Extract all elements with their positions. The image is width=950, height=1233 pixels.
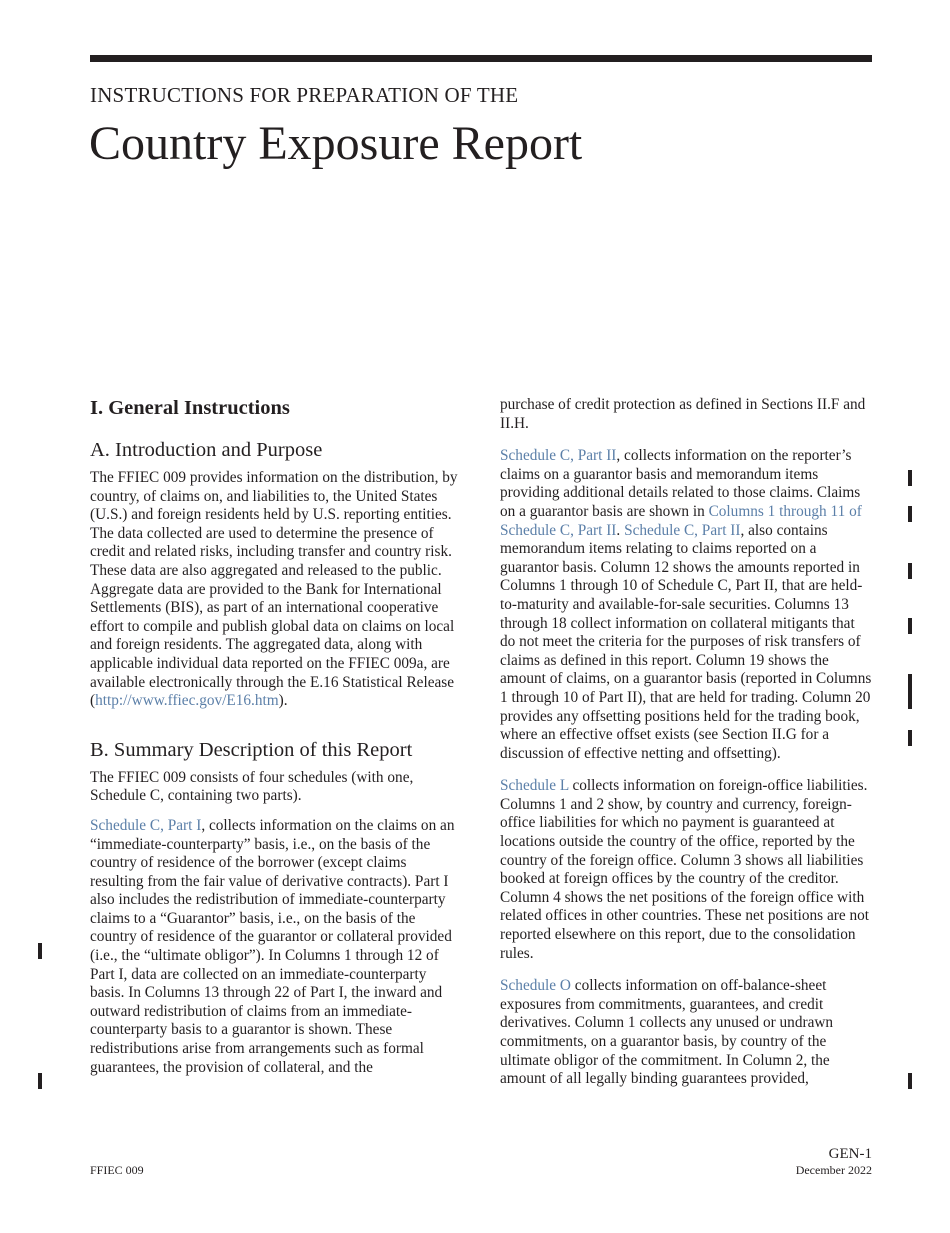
schedule-c-part-ii-text-3: , also contains memorandum items relating to claims reported on a guarantor basis. Column 12 shows the amounts reported in Columns 1 through 10 of Schedule C, Part II, that are held-to-maturity and available-for-sale securities. Columns 13 through 18 collect information on collateral mitigants that do not meet the criteria for the purposes of risk transfers of claims as defined in this report. Column 19 shows the amount of claims, on a guarantor basis (reported in Columns 1 through 10 of Part II), that are held for trading. Column 20 provides any offsetting positions held for the trading book, where an effective offset exists (see Section II.G for a discussion of effective netting and offsetting). — [500, 521, 872, 762]
header-rule — [90, 55, 872, 62]
columns-1-11-link[interactable]: Columns 1 through 11 of Schedule C, Part II — [500, 502, 862, 539]
summary-paragraph: The FFIEC 009 consists of four schedules (with one, Schedule C, containing two parts). — [90, 768, 414, 805]
schedule-l-link[interactable]: Schedule L — [500, 777, 569, 795]
schedule-c-part-ii-link-2[interactable]: Schedule C, Part II — [624, 521, 741, 539]
document-supertitle: INSTRUCTIONS FOR PREPARATION OF THE — [90, 83, 519, 107]
change-bar — [908, 470, 912, 486]
schedule-c-part-i-paragraph — [90, 817, 463, 1077]
e16-release-link[interactable]: http://www.ffiec.gov/E16.htm — [95, 692, 279, 710]
schedule-c-part-ii-text-1: , collects information on the reporter’s claims on a guarantor basis and memorandum items providing additional details related to those claims. Claims on a guarantor basis are shown in — [500, 447, 861, 520]
introduction-text-end: ). — [278, 692, 288, 710]
change-bar — [38, 1073, 42, 1089]
schedule-c-part-i-link[interactable]: Schedule C, Part I — [90, 816, 202, 834]
schedule-l-text: collects information on foreign-office liabilities. Columns 1 and 2 show, by country and currency, foreign-office liabilities for which no payment is guaranteed at locations outside the country of the office, reported by the country of the foreign office. Column 3 shows all liabilities booked at foreign offices by the country of the creditor. Column 4 shows the net positions of the foreign office with related offices in other countries. These net positions are not reported elsewhere on this report, due to the consolidation rules. — [500, 777, 869, 962]
schedule-o-link[interactable]: Schedule O — [500, 977, 571, 995]
right-column — [500, 396, 872, 1100]
change-bar — [908, 674, 912, 709]
change-bar — [908, 506, 912, 522]
left-column — [90, 395, 463, 1088]
schedule-l-paragraph — [500, 777, 872, 963]
change-bar — [908, 730, 912, 746]
change-bar — [908, 1073, 912, 1089]
schedule-c-part-ii-paragraph — [500, 447, 872, 763]
schedule-c-part-i-text: , collects information on the claims on an “immediate-counterparty” basis, i.e., on the basis of the country of residence of the borrower (except claims resulting from the fair value of derivative contracts). Part I also includes the redistribution of immediate-counterparty claims to a “Guarantor” basis, i.e., on the basis of the country of residence of the guarantor or collateral provided (i.e., the “ultimate obligor”). In Columns 1 through 12 of Part I, data are collected on an immediate-counterparty basis. In Columns 13 through 22 of Part I, the inward and outward redistribution of claims from an immediate-counterparty basis to a guarantor is shown. These redistributions arise from arrangements such as formal guarantees, the provision of collateral, and the — [90, 816, 455, 1076]
footer-form-id: FFIEC 009 — [90, 1163, 144, 1177]
document-title: Country Exposure Report — [89, 117, 583, 170]
continued-paragraph: purchase of credit protection as defined in Sections II.F and II.H. — [500, 396, 866, 432]
subsection-heading-introduction: A. Introduction and Purpose — [90, 439, 323, 461]
introduction-paragraph — [90, 469, 463, 711]
introduction-text: The FFIEC 009 provides information on the distribution, by country, of claims on, and liabilities to, the United States (U.S.) and foreign residents held by U.S. reporting entities. The data collected are used to determine the presence of credit and related risks, including transfer and country risk. These data are also aggregated and released to the public. Aggregate data are provided to the Bank for International Settlements (BIS), as part of an international cooperative effort to compile and publish global data on claims on local and foreign residents. The aggregated data, along with applicable individual data reported on the FFIEC 009a, are available electronically through the E.16 Statistical Release ( — [90, 469, 458, 710]
change-bar — [908, 563, 912, 579]
change-bar — [38, 943, 42, 959]
subsection-heading-summary: B. Summary Description of this Report — [90, 738, 413, 761]
section-heading-general-instructions: I. General Instructions — [90, 397, 290, 419]
change-bar — [908, 618, 912, 634]
schedule-c-part-ii-link[interactable]: Schedule C, Part II — [500, 447, 617, 465]
schedule-o-text: collects information on off-balance-sheet exposures from commitments, guarantees, and credit derivatives. Column 1 collects any unused or undrawn commitments, on a guarantor basis, by country of the ultimate obligor of the commitment. In Column 2, the amount of all legally binding guarantees provided, — [500, 977, 834, 1088]
footer-date: December 2022 — [795, 1163, 872, 1177]
schedule-c-part-ii-text-2: . — [616, 521, 625, 539]
page-number: GEN-1 — [828, 1146, 872, 1162]
schedule-o-paragraph — [500, 977, 872, 1089]
